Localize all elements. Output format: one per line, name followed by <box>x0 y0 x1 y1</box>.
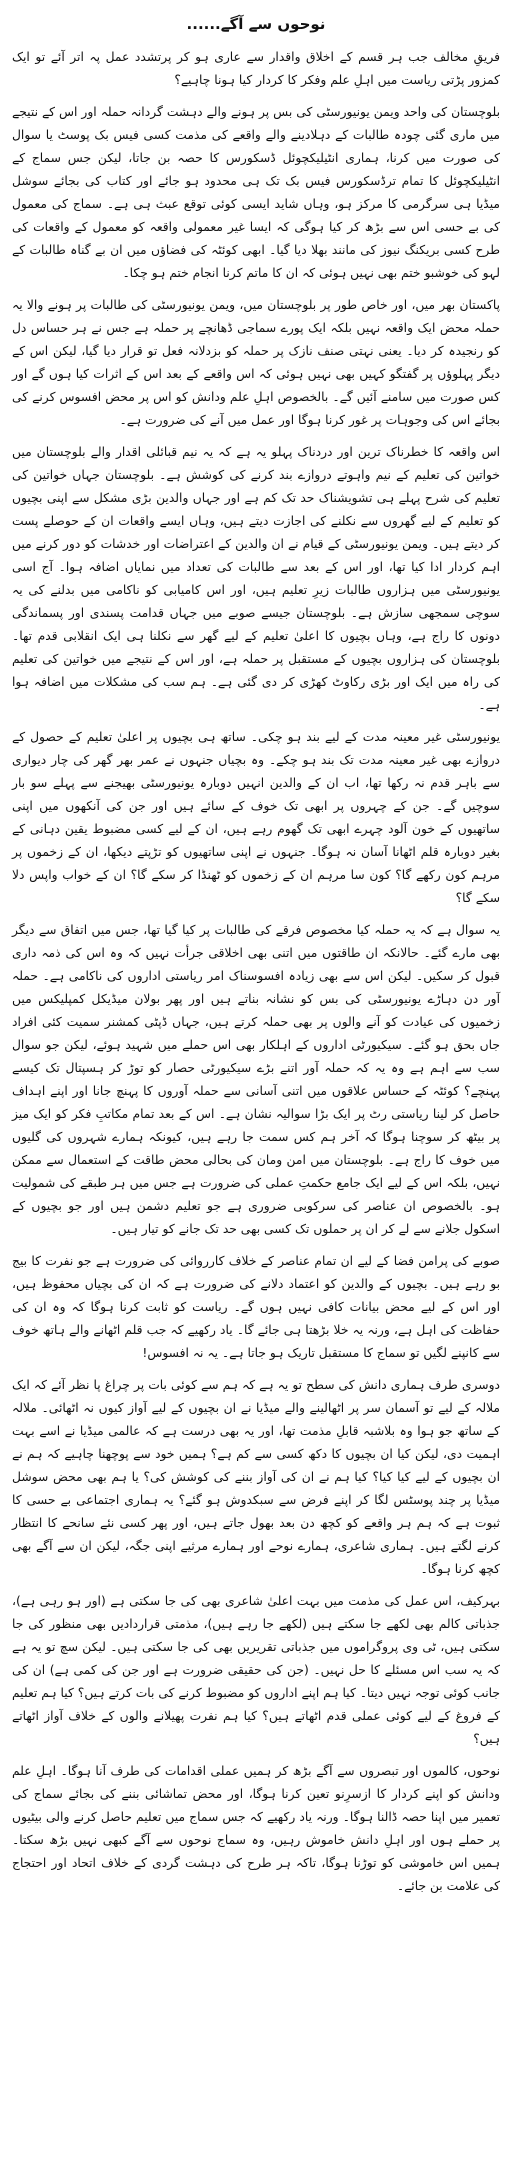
paragraph-2: بلوچستان کی واحد ویمن یونیورسٹی کی بس پر ہونے والے دہشت گردانہ حملہ اور اس کے نتیجے میں ماری گئی چودہ طالبات کے دہلادینے والے واقعے کی مذمت کسی فیس بک پوسٹ یا سوال کی صورت میں کرنا، ہماری انٹیلیکچوئل ڈسکورس کا حصہ بن جاتا، لیکن جس سماج کے انٹیلیکچوئل کا تمام ترڈسکورس فیس بک تک ہی محدود ہو جائے اور کتاب کی بجائے سوشل میڈیا ہی سرگرمی کا مرکز ہو، وہاں شاید ایسی کوئی توقع عبث ہی ہے۔ سماج کی معمول کی بے حسی اس سے بڑھ کر کیا ہوگی کہ ایسا غیر معمولی واقعہ کو معمول کے واقعات کی طرح کسی بریکنگ نیوز کی مانند بھلا دیا گیا۔ ابھی کوئٹہ کی فضاؤں میں ان بے گناہ طالبات کے لہو کی خوشبو ختم بھی نہیں ہوئی کہ ان کا ماتم کرنا انجام ختم ہو چکا۔ <box>12 105 500 280</box>
paragraph-8: دوسری طرف ہماری دانش کی سطح تو یہ ہے کہ ہم سے کوئی بات پر چراغ پا نظر آئے کہ ایک ملالہ کے لیے تو آسمان سر پر اٹھالینے والے میڈیا نے ان بچیوں کے لیے آواز کیوں نہ اٹھائی۔ ملالہ کے ساتھ جو ہوا وہ بلاشبہ قابلِ مذمت تھا، اور یہ بھی درست ہے کہ عالمی میڈیا نے اسے بہت اہمیت دی، لیکن کیا ان بچیوں کا دکھ کسی سے کم ہے؟ ہمیں خود سے پوچھنا چاہیے کہ ہم نے ان بچیوں کے لیے کیا کیا؟ کیا ہم نے ان کی آواز بننے کی کوشش کی؟ یا ہم بھی محض سوشل میڈیا پر چند پوسٹس لگا کر اپنے فرض سے سبکدوش ہو گئے؟ یہ ہماری اجتماعی بے حسی کا ثبوت ہے کہ ہم ہر واقعے کو کچھ دن بعد بھول جاتے ہیں، اور پھر کسی نئے سانحے کا انتظار کرنے لگتے ہیں۔ ہماری شاعری، ہمارے نوحے اور ہمارے مرثیے اپنی جگہ، لیکن ان سے آگے بھی کچھ کرنا ہوگا۔ <box>12 1378 500 1576</box>
paragraph-7: صوبے کی پرامن فضا کے لیے ان تمام عناصر کے خلاف کارروائی کی ضرورت ہے جو نفرت کا بیج بو رہے ہیں۔ بچیوں کے والدین کو اعتماد دلانے کی ضرورت ہے کہ ان کی بچیاں محفوظ ہیں، اور اس کے لیے محض بیانات کافی نہیں ہوں گے۔ ریاست کو ثابت کرنا ہوگا کہ وہ ان کی حفاظت کی اہل ہے، ورنہ یہ خلا بڑھتا ہی جائے گا۔ یاد رکھیے کہ جب قلم اٹھانے والے ہاتھ خوف سے کانپنے لگیں تو سماج کا مستقبل تاریک ہو جاتا ہے۔ یہ نہ افسوس! <box>12 1254 500 1360</box>
paragraph-4: اس واقعہ کا خطرناک ترین اور دردناک پہلو یہ ہے کہ یہ نیم قبائلی اقدار والے بلوچستان میں خواتین کی تعلیم کے نیم واہوتے دروازے بند کرنے کی کوشش ہے۔ بلوچستان جہاں خواتین کی تعلیم کی شرح پہلے ہی تشویشناک حد تک کم ہے اور جہاں والدین بڑی مشکل سے اپنی بچیوں کو تعلیم کے لیے گھروں سے نکلنے کی اجازت دیتے ہیں، وہاں ایسے واقعات ان کے حوصلے پست کر دیتے ہیں۔ ویمن یونیورسٹی کے قیام نے ان والدین کے اعتراضات اور خدشات کو دور کرنے میں اہم کردار ادا کیا تھا، اور اس کے بعد سے طالبات کی تعداد میں نمایاں اضافہ ہوا۔ آج اسی یونیورسٹی میں ہزاروں طالبات زیرِ تعلیم ہیں، اور اس کامیابی کو ناکامی میں بدلنے کی یہ سوچی سمجھی سازش ہے۔ بلوچستان جیسے صوبے میں جہاں قدامت پسندی اور پسماندگی دونوں کا راج ہے، وہاں بچیوں کا اعلیٰ تعلیم کے لیے گھر سے نکلنا ہی ایک انقلابی قدم تھا۔ بلوچستان کی ہزاروں بچیوں کے مستقبل پر حملہ ہے، اور اس کے نتیجے میں خواتین کی تعلیم کی راہ میں ایک اور بڑی رکاوٹ کھڑی کر دی گئی ہے۔ ہم سب کی مشکلات میں اضافہ ہوا ہے۔ <box>12 445 500 712</box>
paragraph-9: بہرکیف، اس عمل کی مذمت میں بہت اعلیٰ شاعری بھی کی جا سکتی ہے (اور ہو رہی ہے)، جذباتی کالم بھی لکھے جا سکتے ہیں (لکھے جا رہے ہیں)، مذمتی قراردادیں بھی منظور کی جا سکتی ہیں، ٹی وی پروگراموں میں جذباتی تقریریں بھی کی جا سکتی ہیں۔ لیکن سچ تو یہ ہے کہ یہ سب اس مسئلے کا حل نہیں۔ (جن کی حقیقی ضرورت ہے اور جن کی کمی ہے) ان کی جانب کوئی توجہ نہیں دیتا۔ کیا ہم اپنے اداروں کو مضبوط کرنے کی بات کرتے ہیں؟ کیا ہم تعلیم کے فروغ کے لیے کوئی عملی قدم اٹھاتے ہیں؟ کیا ہم نفرت پھیلانے والوں کے خلاف آواز اٹھاتے ہیں؟ <box>12 1594 500 1746</box>
paragraph-1: فریقِ مخالف جب ہر قسم کے اخلاق واقدار سے عاری ہو کر پرتشدد عمل پہ اتر آئے تو ایک کمزور پڑتی ریاست میں اہلِ علم وفکر کا کردار کیا ہونا چاہیے؟ <box>12 50 500 87</box>
paragraph-10: نوحوں، کالموں اور تبصروں سے آگے بڑھ کر ہمیں عملی اقدامات کی طرف آنا ہوگا۔ اہلِ علم ودانش کو اپنے کردار کا ازسرِنو تعین کرنا ہوگا، اور محض تماشائی بننے کی بجائے سماج کی تعمیر میں اپنا حصہ ڈالنا ہوگا۔ ورنہ یاد رکھیے کہ جس سماج میں تعلیم حاصل کرنے والی بیٹیوں پر حملے ہوں اور اہلِ دانش خاموش رہیں، وہ سماج نوحوں سے آگے کبھی نہیں بڑھ سکتا۔ ہمیں اس خاموشی کو توڑنا ہوگا، تاکہ ہر طرح کی دہشت گردی کے خلاف اتحاد اور احتجاج کی علامت بن جائے۔ <box>12 1764 500 1893</box>
paragraph-3: پاکستان بھر میں، اور خاص طور پر بلوچستان میں، ویمن یونیورسٹی کی طالبات پر ہونے والا یہ حملہ محض ایک واقعہ نہیں بلکہ ایک پورے سماجی ڈھانچے پر حملہ ہے جس نے ہر حساس دل کو رنجیدہ کر دیا۔ یعنی نہتی صنف نازک پر حملہ کو بزدلانہ فعل تو قرار دیا گیا، لیکن اس کے دیگر پہلوؤں پر گفتگو کہیں بھی نہیں ہوئی کہ اس واقعے کے بعد اس کے اثرات کیا ہوں گے اور کس صورت میں سامنے آئیں گے۔ بالخصوص اہلِ علم ودانش کو اس پر محض افسوس کرنے کی بجائے اس کی وجوہات پر غور کرنا ہوگا اور عمل میں آنے کی ضرورت ہے۔ <box>12 298 500 427</box>
article-title: نوحوں سے آگے...... <box>186 15 326 33</box>
article-body <box>12 46 500 1898</box>
paragraph-6: یہ سوال ہے کہ یہ حملہ کیا مخصوص فرقے کی طالبات پر کیا گیا تھا، جس میں اتفاق سے دیگر بھی مارے گئے۔ حالانکہ ان طاقتوں میں اتنی بھی اخلاقی جرأت نہیں کہ وہ اس کی ذمہ داری قبول کر سکیں۔ لیکن اس سے بھی زیادہ افسوسناک امر ریاستی اداروں کی ناکامی ہے۔ حملہ آور دن دہاڑے یونیورسٹی کی بس کو نشانہ بناتے ہیں اور پھر بولان میڈیکل کمپلیکس میں زخمیوں کی عیادت کو آنے والوں پر بھی حملہ کرتے ہیں، جہاں ڈپٹی کمشنر سمیت کئی افراد جاں بحق ہو گئے۔ سیکیورٹی اداروں کے اہلکار بھی اس حملے میں شہید ہوئے، لیکن جو سوال سب سے اہم ہے وہ یہ کہ حملہ آور اتنے بڑے سیکیورٹی حصار کو توڑ کر ہسپتال تک کیسے پہنچے؟ کوئٹہ کے حساس علاقوں میں اتنی آسانی سے حملہ آوروں کا پہنچ جانا اور اپنے اہداف حاصل کر لینا ریاستی رٹ پر ایک بڑا سوالیہ نشان ہے۔ اس کے بعد تمام مکاتبِ فکر کو ایک میز پر بیٹھ کر سوچنا ہوگا کہ آخر ہم کس سمت جا رہے ہیں، کیونکہ ہمارے شہروں کی گلیوں میں خوف کا راج ہے۔ بلوچستان میں امن ومان کی بحالی محض طاقت کے استعمال سے ممکن نہیں، بلکہ اس کے لیے ایک جامع حکمتِ عملی کی ضرورت ہے جس میں ہر طبقے کی شمولیت ہو۔ بالخصوص ان عناصر کی سرکوبی ضروری ہے جو تعلیم دشمن ہیں اور جو بچیوں کے اسکول جلانے سے لے کر ان پر حملوں تک کسی بھی حد تک جانے کو تیار ہیں۔ <box>12 923 500 1236</box>
paragraph-5: یونیورسٹی غیر معینہ مدت کے لیے بند ہو چکی۔ ساتھ ہی بچیوں پر اعلیٰ تعلیم کے حصول کے دروازے بھی غیر معینہ مدت تک بند ہو چکے۔ وہ بچیاں جنہوں نے عمر بھر گھر کی چار دیواری سے باہر قدم نہ رکھا تھا، اب ان کے والدین انہیں دوبارہ یونیورسٹی بھیجنے سے پہلے سو بار سوچیں گے۔ جن کے چہروں پر ابھی تک خوف کے سائے ہیں اور جن کی آنکھوں میں اپنی ساتھیوں کے خون آلود چہرے ابھی تک گھوم رہے ہیں، ان کے لیے کسی مضبوط یقین دہانی کے بغیر دوبارہ قلم اٹھانا آسان نہ ہوگا۔ جنہوں نے اپنی ساتھیوں کو تڑپتے دیکھا، ان کے زخموں پر مرہم کون رکھے گا؟ کون سا مرہم ان کے زخموں کو ٹھنڈا کر سکے گا؟ ان کے خواب واپس دلا سکے گا؟ <box>12 730 500 905</box>
